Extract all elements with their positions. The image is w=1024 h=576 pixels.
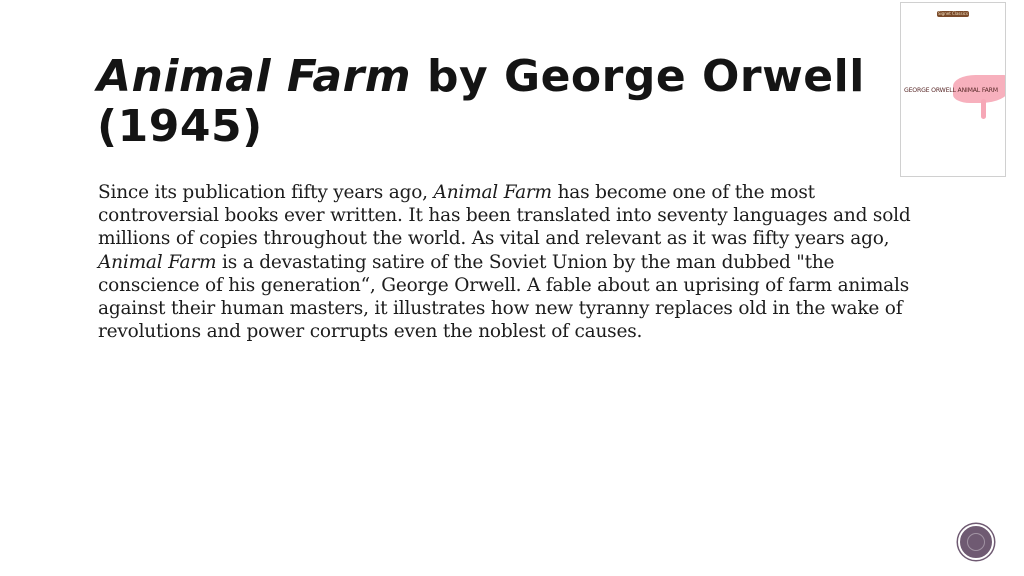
body-book-name-2: Animal Farm — [98, 251, 217, 273]
circle-nav-icon — [967, 533, 985, 551]
slide-body-text — [98, 181, 928, 343]
slide-title — [97, 52, 897, 152]
publisher-logo: Signet Classics — [938, 11, 968, 16]
book-cover-image — [900, 2, 1006, 177]
cover-author-title: GEORGE ORWELL ANIMAL FARM — [904, 87, 998, 94]
cover-pink-drip — [981, 99, 986, 119]
body-text-part-1: Since its publication fifty years ago, — [98, 182, 434, 203]
title-book-name: Animal Farm — [97, 51, 412, 102]
body-book-name-1: Animal Farm — [433, 182, 552, 203]
title-author-year: by George Orwell (1945) — [97, 51, 865, 152]
slide-nav-button[interactable] — [958, 524, 994, 560]
body-text-part-2: has become one of the most controversial books ever written. It has been translated into seventy languages and sold millions of copies throughout the world. As vital and relevant as it was fifty years ago, — [98, 182, 911, 250]
body-text-part-3: is a devastating satire of the Soviet Union by the man dubbed "the conscience of his generation“, George Orwell. A fable about an uprising of farm animals against their human masters, it illustrates how new tyranny replaces old in the wake of revolutions and power corrupts even the noblest of causes. — [98, 251, 910, 343]
